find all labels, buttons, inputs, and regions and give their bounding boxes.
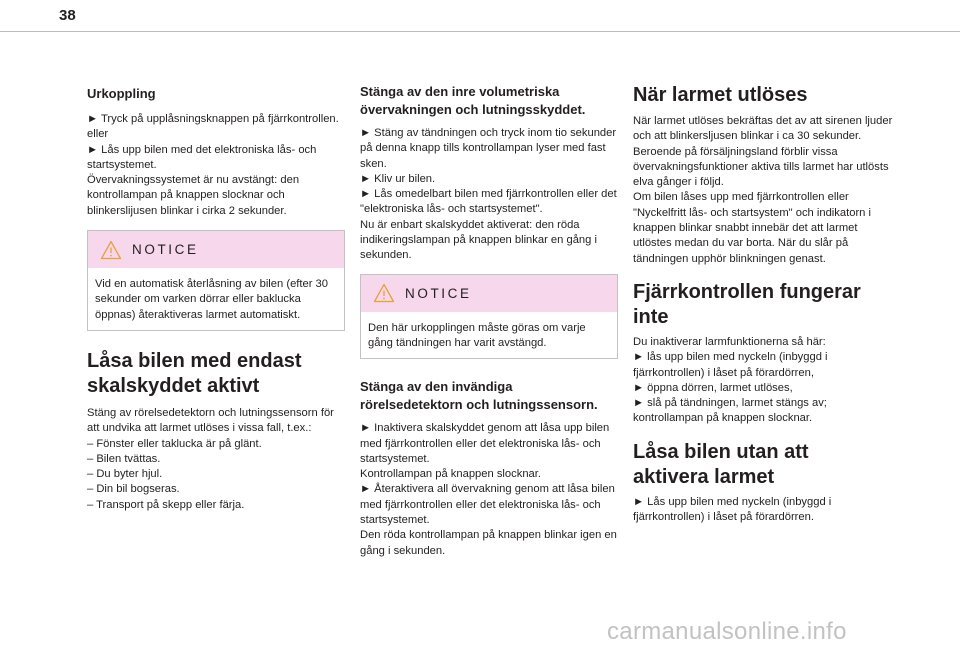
column-3 — [633, 80, 893, 525]
heading-nar-larmet-utloses: När larmet utlöses — [633, 84, 808, 106]
notice-body — [88, 268, 344, 330]
heading-urkoppling: Urkoppling — [87, 86, 156, 101]
heading-stanga-volumetriska: Stänga av den inre volumetriska övervakningen och lutningsskyddet. — [360, 84, 586, 117]
heading-stanga-invandiga: Stänga av den invändiga rörelsedetektorn och lutningssensorn. — [360, 379, 598, 413]
watermark-text: carmanualsonline.info — [607, 618, 847, 645]
stanga-volumetriska-text: ► Stäng av tändningen och tryck inom tio sekunder på denna knapp tills kontrollampan lyser med fast sken. ► Kliv ur bilen. ► Lås omedelbart bilen med fjärrkontrollen eller det "elektroniska lås- och startsystemet". Nu är enbart skalskyddet aktiverat: den röda indikeringslampan på knappen blinkar en gång i sekunden. — [360, 127, 617, 262]
notice-title: NOTICE — [405, 285, 472, 301]
heading-lasa-skalskydd: Låsa bilen med endast skalskyddet aktivt — [87, 349, 302, 397]
urkoppling-text: ► Tryck på upplåsningsknappen på fjärrkontrollen. eller ► Lås upp bilen med det elektroniska lås- och startsystemet. Övervakningssystemet är nu avstängt: den kontrollampan på knappen slocknar och blinkerslijusen blinkar i cirka 2 sekunder. — [87, 113, 339, 217]
notice-text: Vid en automatisk återlåsning av bilen (efter 30 sekunder om varken dörrar eller baklucka öppnas) återaktiveras larmet automatiskt. — [95, 278, 329, 321]
header-rule — [0, 31, 960, 32]
notice-title: NOTICE — [132, 242, 199, 258]
notice-body — [361, 312, 617, 359]
column-2 — [360, 80, 618, 559]
warning-triangle-icon — [373, 283, 395, 303]
notice-header — [88, 231, 344, 268]
nar-larmet-text: När larmet utlöses bekräftas det av att sirenen ljuder och att blinkersljusen blinkar i ca 30 sekunder. Beroende på försäljningsland förblir vissa övervakningsfunktioner aktiva tills larmet har utlösts elva gånger i följd. Om bilen låses upp med fjärrkontrollen eller "Nyckelfritt lås- och startsystem" och indikatorn i knappen blinkar snabbt innebär det att larmet utlöstes medan du var borta. När du slår på tändningen upphör blinkningen genast. — [633, 115, 893, 265]
warning-triangle-icon — [100, 240, 122, 260]
notice-box — [360, 274, 618, 360]
lasa-skalskydd-text: Stäng av rörelsedetektorn och lutningssensorn för att undvika att larmet utlöses i vissa fall, t.ex.: – Fönster eller taklucka är på glänt. – Bilen tvättas. – Du byter hjul. – Din bil bogseras. – Transport på skepp eller färja. — [87, 406, 334, 511]
column-1 — [87, 80, 345, 513]
page-number: 38 — [59, 7, 76, 24]
notice-header — [361, 275, 617, 312]
heading-lasa-utan-larm: Låsa bilen utan att aktivera larmet — [633, 440, 809, 488]
notice-box — [87, 230, 345, 331]
lasa-utan-larm-text: ► Lås upp bilen med nyckeln (inbyggd i fjärrkontrollen) i låset på förardörren. — [633, 495, 832, 524]
notice-text: Den här urkopplingen måste göras om varje gång tändningen har varit avstängd. — [368, 321, 586, 349]
heading-fjarrkontrollen: Fjärrkontrollen fungerar inte — [633, 280, 861, 328]
stanga-invandiga-text: ► Inaktivera skalskyddet genom att låsa upp bilen med fjärrkontrollen eller det elektroniska lås- och startsystemet. Kontrollampan på knappen slocknar. ► Återaktivera all övervakning genom att låsa bilen med fjärrkontrollen eller det elektroniska lås- och startsystemet. Den röda kontrollampan på knappen blinkar igen en gång i sekunden. — [360, 422, 617, 557]
fjarrkontrollen-text: Du inaktiverar larmfunktionerna så här: ► lås upp bilen med nyckeln (inbyggd i fjärrkontrollen) i låset på förardörren, ► öppna dörren, larmet utlöses, ► slå på tändningen, larmet stängs av; kontrollampan på knappen slocknar. — [633, 335, 828, 425]
